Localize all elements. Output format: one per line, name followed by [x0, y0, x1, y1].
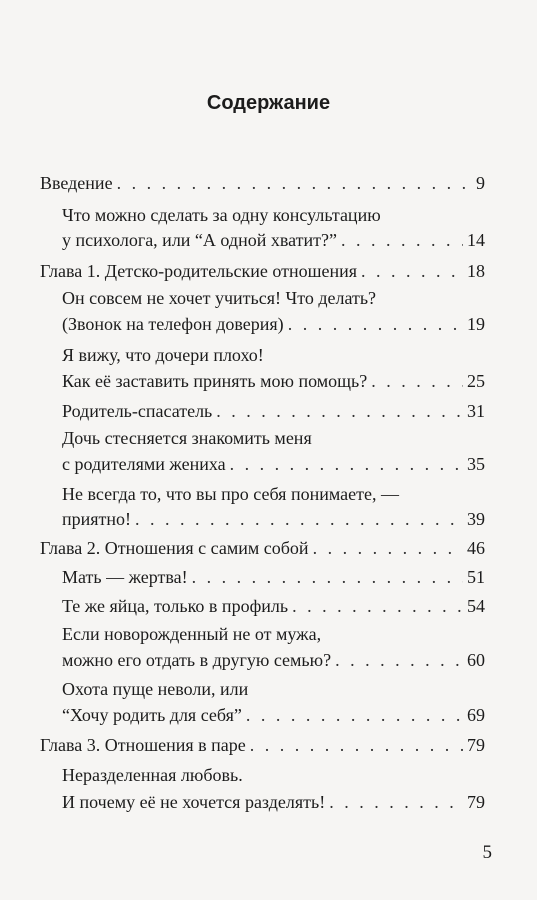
toc-entry — [40, 734, 485, 756]
toc-page-number: 39 — [467, 509, 485, 529]
toc-entry-continuation — [62, 623, 485, 645]
dot-leader — [135, 508, 463, 530]
toc-entry-title: Те же яйца, только в профиль — [62, 596, 289, 616]
toc-page-number: 25 — [467, 371, 485, 391]
dot-leader — [246, 704, 463, 726]
toc-entry-title: (Звонок на телефон доверия) — [62, 314, 284, 334]
toc-entry-title: Глава 2. Отношения с самим собой — [40, 538, 309, 558]
toc-entry — [62, 566, 485, 588]
toc-entry-continuation — [62, 764, 485, 786]
dot-leader — [341, 229, 463, 251]
toc-entry — [62, 595, 485, 617]
toc-entry-continuation — [62, 204, 485, 226]
toc-entry-title: Глава 3. Отношения в паре — [40, 735, 246, 755]
dot-leader — [371, 370, 463, 392]
toc-entry — [62, 453, 485, 475]
dot-leader — [335, 649, 463, 671]
toc-entry-title: Я вижу, что дочери плохо! — [62, 345, 264, 365]
toc-entry-title: Что можно сделать за одну консультацию — [62, 205, 381, 225]
toc-entry-title: у психолога, или “А одной хватит?” — [62, 230, 337, 250]
toc-entry-title: И почему её не хочется разделять! — [62, 792, 326, 812]
toc-entry-continuation — [62, 427, 485, 449]
page-title: Содержание — [206, 92, 331, 114]
toc-entry-title: Не всегда то, что вы про себя понимаете, — — [62, 484, 399, 504]
toc-page-number: 79 — [467, 792, 485, 812]
dot-leader — [292, 595, 463, 617]
toc-entry — [62, 704, 485, 726]
toc-page-number: 60 — [467, 650, 485, 670]
toc-entry — [62, 791, 485, 813]
toc-entry-title: Родитель-спасатель — [62, 401, 213, 421]
toc-entry-continuation — [62, 483, 485, 505]
toc-entry-title: с родителями жениха — [62, 454, 226, 474]
toc-page-number: 18 — [467, 261, 485, 281]
dot-leader — [192, 566, 463, 588]
toc-entry-continuation — [62, 344, 485, 366]
toc-entry-title: Неразделенная любовь. — [62, 765, 243, 785]
toc-page-number: 69 — [467, 705, 485, 725]
toc-page-number: 31 — [467, 401, 485, 421]
toc-entry-title: можно его отдать в другую семью? — [62, 650, 332, 670]
toc-entry-continuation — [62, 287, 485, 309]
toc-entry-title: Как её заставить принять мою помощь? — [62, 371, 368, 391]
toc-page-number: 9 — [476, 173, 485, 193]
toc-page-number: 46 — [467, 538, 485, 558]
dot-leader — [361, 260, 463, 282]
toc-entry-title: Глава 1. Детско-родительские отношения — [40, 261, 357, 281]
dot-leader — [288, 313, 463, 335]
toc-entry — [62, 508, 485, 530]
toc-page-number: 19 — [467, 314, 485, 334]
toc-entry-title: Мать — жертва! — [62, 567, 188, 587]
toc-entry — [62, 400, 485, 422]
toc-entry-title: Введение — [40, 173, 113, 193]
page-number: 5 — [482, 842, 492, 863]
toc-entry — [40, 260, 485, 282]
toc-entry-title: “Хочу родить для себя” — [62, 705, 242, 725]
toc-entry-continuation — [62, 678, 485, 700]
toc-entry — [40, 172, 485, 194]
toc-entry-title: Дочь стесняется знакомить меня — [62, 428, 312, 448]
toc-entry — [62, 370, 485, 392]
dot-leader — [117, 172, 472, 194]
dot-leader — [250, 734, 463, 756]
dot-leader — [313, 537, 463, 559]
toc-entry — [62, 649, 485, 671]
toc-entry — [40, 537, 485, 559]
toc-page-number: 35 — [467, 454, 485, 474]
toc-entry-title: Охота пуще неволи, или — [62, 679, 249, 699]
toc-entry-title: Если новорожденный не от мужа, — [62, 624, 322, 644]
dot-leader — [216, 400, 463, 422]
toc-entry-title: приятно! — [62, 509, 132, 529]
toc-page-number: 51 — [467, 567, 485, 587]
toc-page-number: 54 — [467, 596, 485, 616]
toc-page-number: 14 — [467, 230, 485, 250]
dot-leader — [329, 791, 463, 813]
dot-leader — [230, 453, 463, 475]
toc-entry — [62, 313, 485, 335]
toc-page-number: 79 — [467, 735, 485, 755]
toc-entry-title: Он совсем не хочет учиться! Что делать? — [62, 288, 377, 308]
toc-entry — [62, 229, 485, 251]
